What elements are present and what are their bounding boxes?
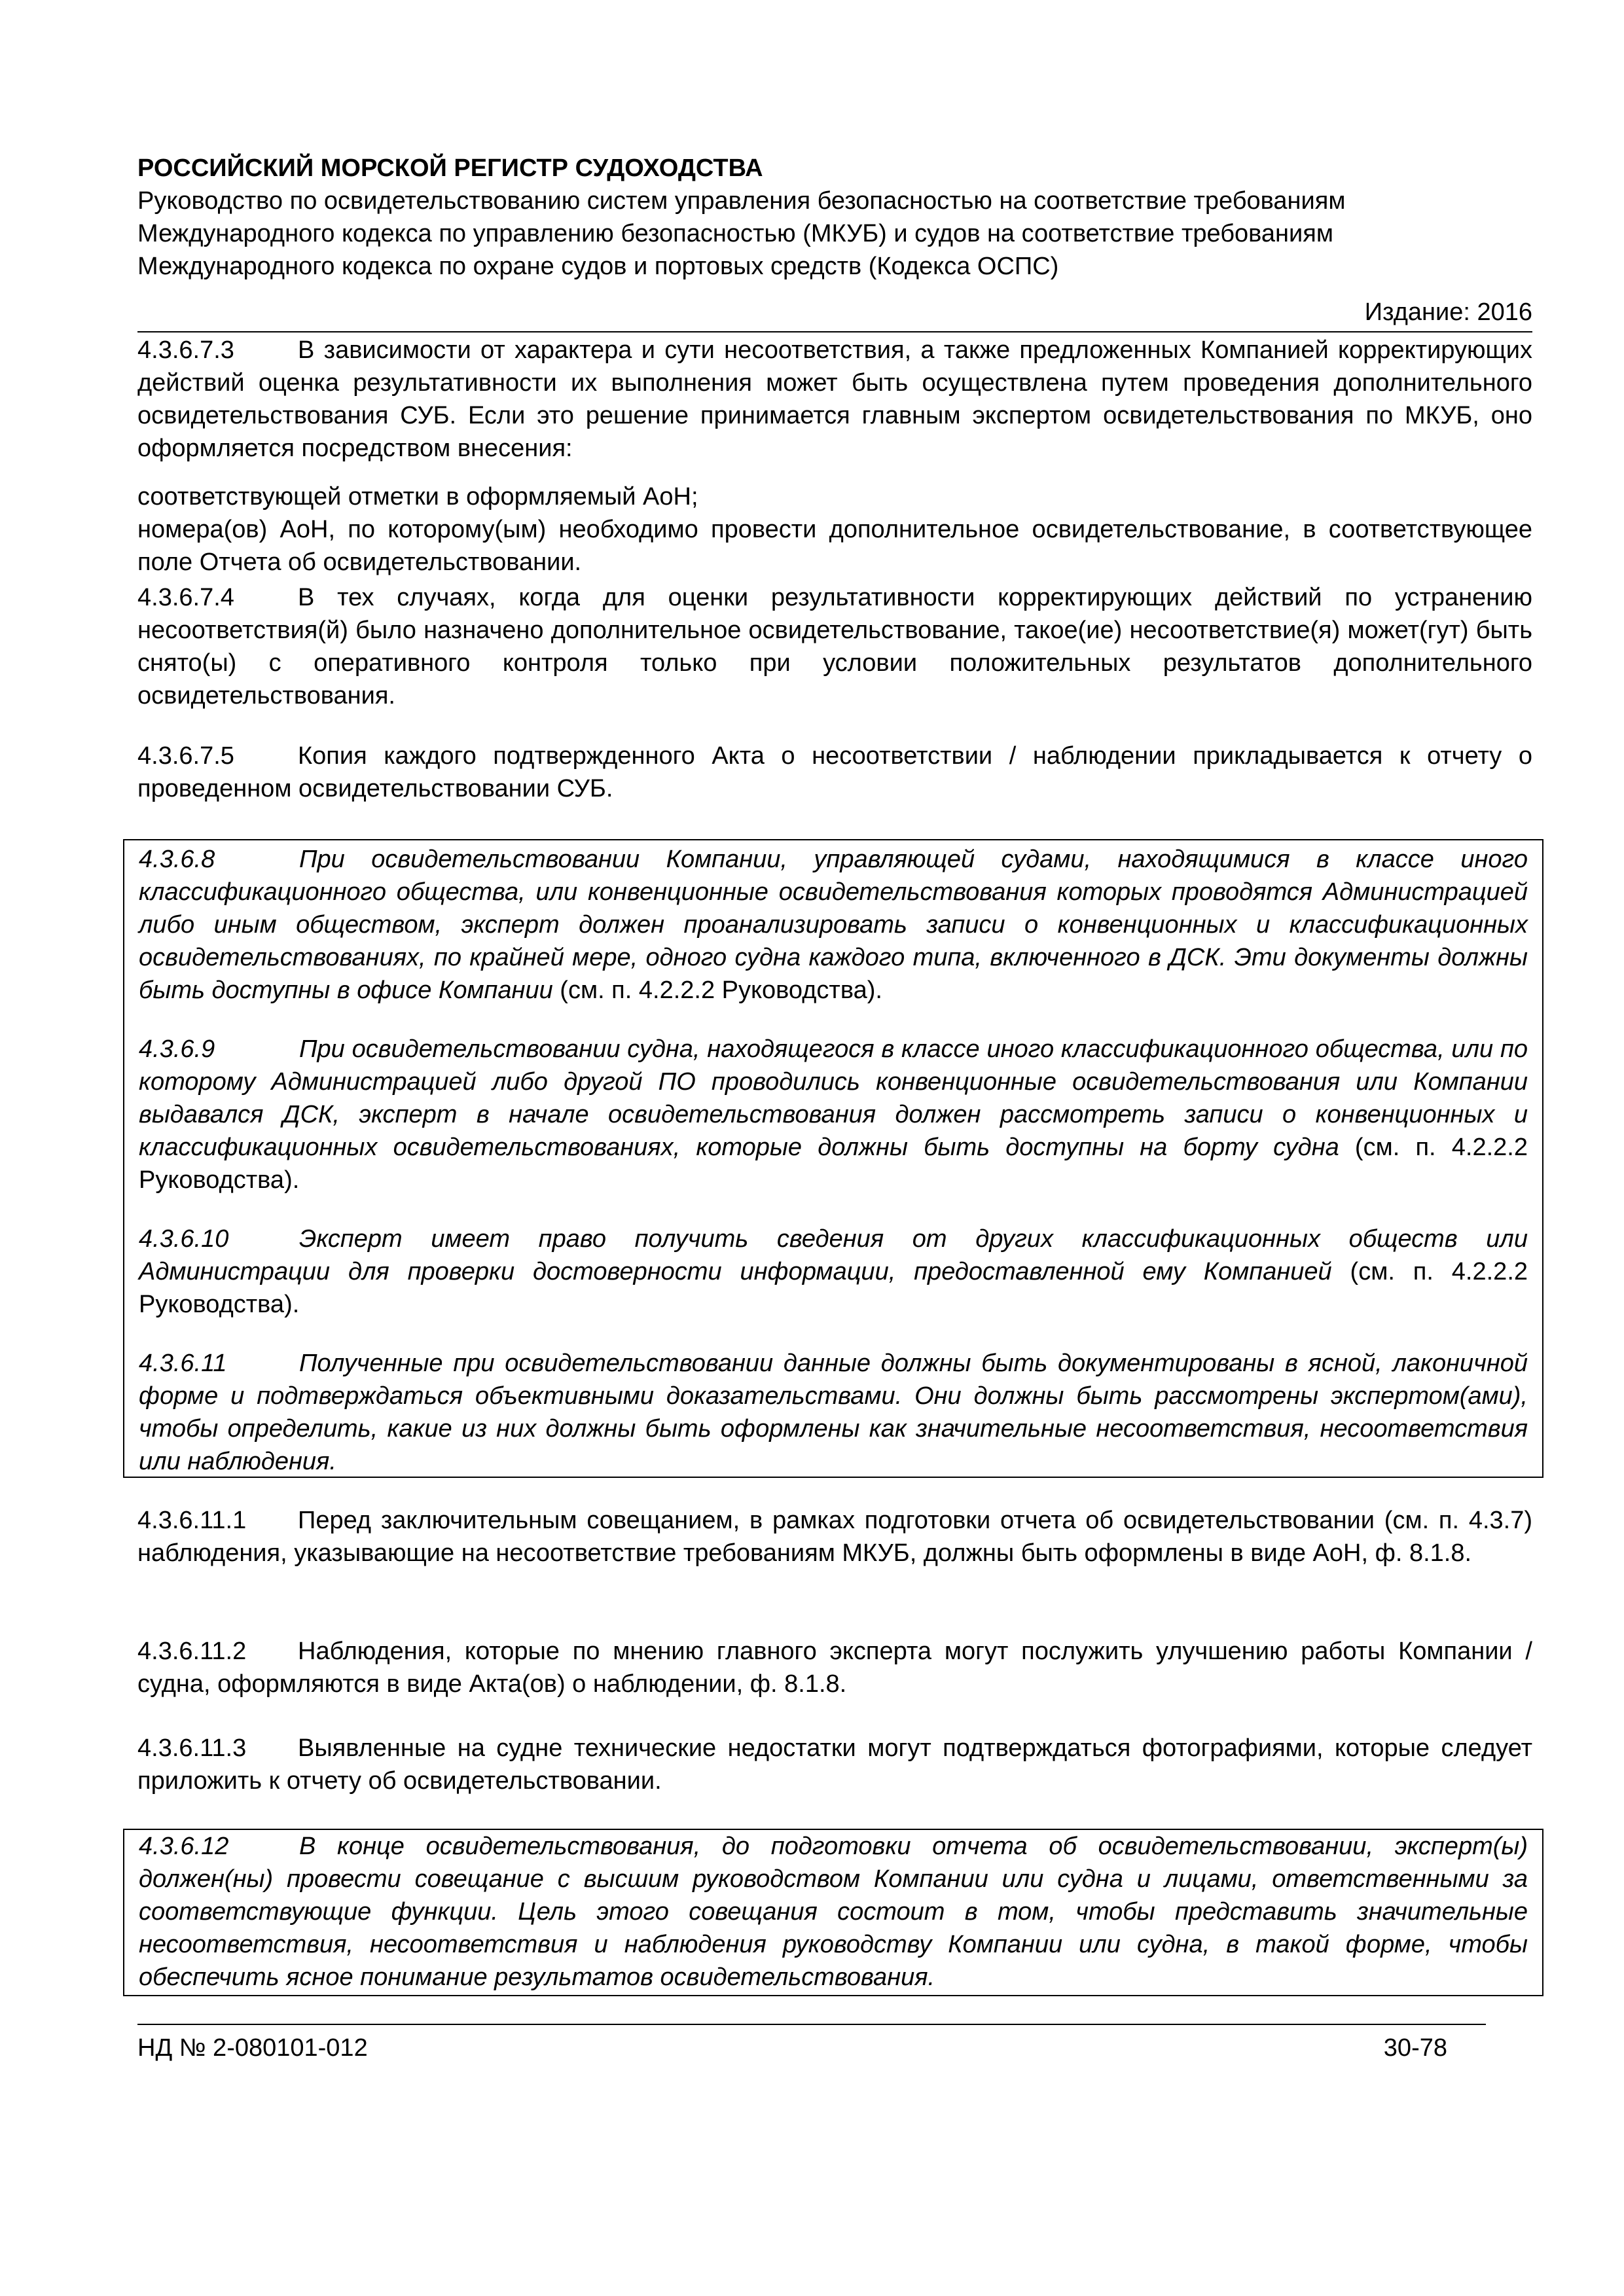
section-4-3-6-11 <box>139 1347 1528 1478</box>
page-number: 30-78 <box>1383 2034 1447 2062</box>
guide-title-line-2: Международного кодекса по управлению безопасностью (МКУБ) и судов на соответствие требованиям <box>137 220 1333 247</box>
list-item: соответствующей отметки в оформляемый АоН; <box>137 483 698 511</box>
section-number: 4.3.6.11 <box>139 1350 227 1377</box>
section-text-italic: Полученные при освидетельствовании данные должны быть документированы в ясной, лаконичной форме и подтверждаться объективными доказательствами. Они должны быть рассмотрены экспертом(ами), чтобы определить, какие из них должны быть оформлены как значительные несоответствия, несоответствия или наблюдения. <box>139 1350 1528 1475</box>
list-item: номера(ов) АоН, по которому(ым) необходимо провести дополнительное освидетельствование, в соответствующее поле Отчета об освидетельствовании. <box>137 516 1532 576</box>
guide-title-line-3: Международного кодекса по охране судов и портовых средств (Кодекса ОСПС) <box>137 253 1059 280</box>
guide-title-line-1: Руководство по освидетельствованию систем управления безопасностью на соответствие требованиям <box>137 187 1346 215</box>
section-4-3-6-7-3 <box>137 334 1532 465</box>
section-number: 4.3.6.12 <box>139 1833 229 1860</box>
section-reference: (см. п. 4.2.2.2 Руководства). <box>139 1134 1528 1194</box>
section-text: Выявленные на судне технические недостатки могут подтверждаться фотографиями, которые следует приложить к отчету об освидетельствовании. <box>137 1734 1532 1795</box>
organization-name: РОССИЙСКИЙ МОРСКОЙ РЕГИСТР СУДОХОДСТВА <box>137 154 763 182</box>
section-text: Наблюдения, которые по мнению главного эксперта могут послужить улучшению работы Компании / судна, оформляются в виде Акта(ов) о наблюдении, ф. 8.1.8. <box>137 1638 1532 1698</box>
section-text-italic: При освидетельствовании судна, находящегося в классе иного классификационного общества, или по которому Администрацией либо другой ПО проводились конвенционные освидетельствования или Компании выдавался ДСК, эксперт в начале освидетельствования должен рассмотреть записи о конвенционных и классификационных освидетельствованиях, которые должны быть доступны на борту судна <box>139 1035 1528 1161</box>
highlighted-block-changes <box>123 839 1543 1478</box>
section-4-3-6-11-2 <box>137 1635 1532 1700</box>
section-number: 4.3.6.7.5 <box>137 742 234 770</box>
highlighted-block-changes <box>123 1829 1543 1996</box>
section-number: 4.3.6.10 <box>139 1225 229 1253</box>
section-number: 4.3.6.9 <box>139 1035 215 1063</box>
section-text-italic: В конце освидетельствования, до подготовки отчета об освидетельствовании, эксперт(ы) должен(ны) провести совещание с высшим руководством Компании или судна и лицами, ответственными за соответствующие функции. Цель этого совещания состоит в том, чтобы представить значительные несоответствия, несоответствия и наблюдения руководству Компании или судна, в такой форме, чтобы обеспечить ясное понимание результатов освидетельствования. <box>139 1833 1528 1991</box>
section-4-3-6-11-1 <box>137 1504 1532 1570</box>
list-block <box>137 480 1532 579</box>
document-header <box>137 152 1532 283</box>
section-number: 4.3.6.7.4 <box>137 584 234 611</box>
section-number: 4.3.6.7.3 <box>137 336 234 364</box>
section-number: 4.3.6.11.2 <box>137 1638 247 1665</box>
section-text: В зависимости от характера и сути несоответствия, а также предложенных Компанией корректирующих действий оценка результативности их выполнения может быть осуществлена путем проведения дополнительного освидетельствования СУБ. Если это решение принимается главным экспертом освидетельствования по МКУБ, оно оформляется посредством внесения: <box>137 336 1532 462</box>
edition-label: Издание: 2016 <box>1364 298 1532 326</box>
section-4-3-6-11-3 <box>137 1732 1532 1797</box>
section-number: 4.3.6.8 <box>139 846 215 873</box>
section-4-3-6-10 <box>139 1223 1528 1321</box>
section-text-italic: При освидетельствовании Компании, управляющей судами, находящимися в классе иного классификационного общества, или конвенционные освидетельствования которых проводятся Администрацией либо иным обществом, эксперт должен проанализировать записи о конвенционных и классификационных освидетельствованиях, по крайней мере, одного судна каждого типа, включенного в ДСК. Эти документы должны быть доступны в офисе Компании <box>139 846 1528 1004</box>
section-4-3-6-7-4 <box>137 581 1532 712</box>
section-text: Перед заключительным совещанием, в рамках подготовки отчета об освидетельствовании (см. п. 4.3.7) наблюдения, указывающие на несоответствие требованиям МКУБ, должны быть оформлены в виде АоН, ф. 8.1.8. <box>137 1507 1532 1567</box>
section-4-3-6-7-5 <box>137 740 1532 805</box>
section-4-3-6-12 <box>139 1830 1528 1994</box>
section-reference: (см. п. 4.2.2.2 Руководства). <box>139 1258 1528 1318</box>
section-text: В тех случаях, когда для оценки результативности корректирующих действий по устранению несоответствия(й) было назначено дополнительное освидетельствование, такое(ие) несоответствие(я) может(гут) быть снято(ы) с оперативного контроля только при условии положительных результатов дополнительного освидетельствования. <box>137 584 1532 709</box>
section-4-3-6-9 <box>139 1033 1528 1196</box>
section-4-3-6-8 <box>139 843 1528 1007</box>
header-divider <box>137 331 1532 332</box>
section-reference: (см. п. 4.2.2.2 Руководства). <box>552 977 882 1004</box>
section-number: 4.3.6.11.1 <box>137 1507 247 1534</box>
document-number: НД № 2-080101-012 <box>137 2034 368 2062</box>
section-text-italic: Эксперт имеет право получить сведения от других классификационных обществ или Администрации для проверки достоверности информации, предоставленной ему Компанией <box>139 1225 1528 1285</box>
section-number: 4.3.6.11.3 <box>137 1734 247 1762</box>
footer-divider <box>137 2024 1486 2025</box>
section-text: Копия каждого подтвержденного Акта о несоответствии / наблюдении прикладывается к отчету о проведенном освидетельствовании СУБ. <box>137 742 1532 802</box>
